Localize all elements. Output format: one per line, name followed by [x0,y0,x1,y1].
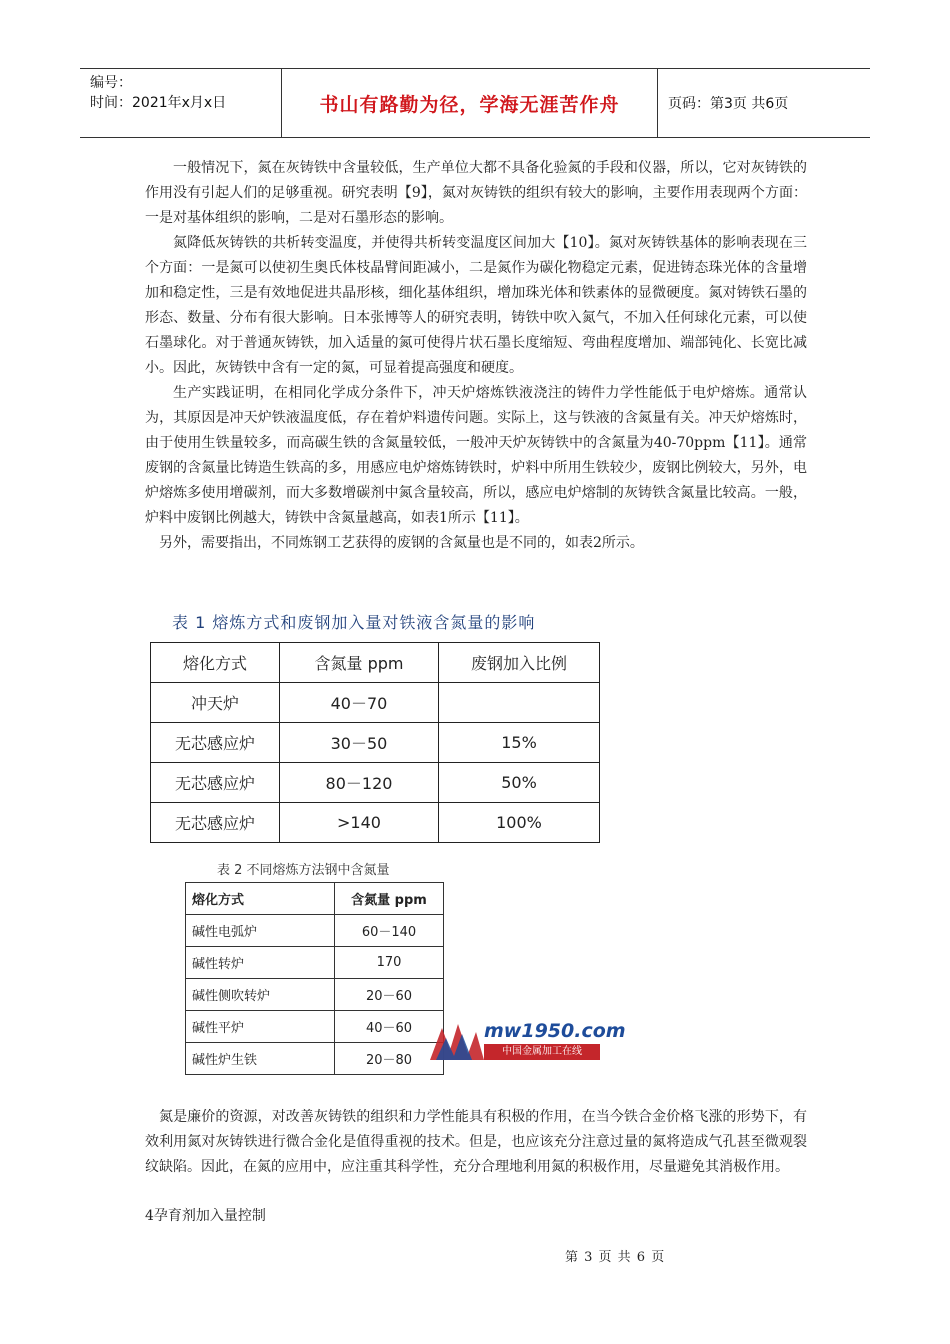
table1-cell: 无芯感应炉 [151,723,280,763]
table1-header-row [151,643,600,683]
table2-cell: 碱性电弧炉 [186,915,335,947]
table2-header-cell: 含氮量 ppm [335,883,444,915]
header-time: 时间：2021年x月x日 [90,95,227,111]
page-footer: 第 3 页 共 6 页 [565,1250,666,1265]
paragraph-2: 氮降低灰铸铁的共析转变温度，并使得共析转变温度区间加大【10】。氮对灰铸铁基体的影响表现在三个方面：一是氮可以使初生奥氏体枝晶臂间距减小，二是氮作为碳化物稳定元素，促进铸态珠光体的含量增加和稳定性，三是有效地促进共晶形核，细化基体组织，增加珠光体和铁素体的显微硬度。氮对铸铁石墨的形态、数量、分布有很大影响。日本张博等人的研究表明，铸铁中吹入氮气，不加入任何球化元素，可以使石墨球化。对于普通灰铸铁，加入适量的氮可使得片状石墨长度缩短、弯曲程度增加、端部钝化、长宽比减小。因此，灰铸铁中含有一定的氮，可显着提高强度和硬度。 [145,235,807,376]
table1-cell: 无芯感应炉 [151,803,280,843]
table2-cell: 碱性炉生铁 [186,1043,335,1075]
table-row [186,1043,444,1075]
table1-header-cell: 含氮量 ppm [280,643,439,683]
closing-paragraph: 氮是廉价的资源，对改善灰铸铁的组织和力学性能具有积极的作用，在当今铁合金价格飞涨的形势下，有效利用氮对灰铸铁进行微合金化是值得重视的技术。但是，也应该充分注意过量的氮将造成气孔甚至微观裂纹缺陷。因此，在氮的应用中，应注重其科学性，充分合理地利用氮的积极作用，尽量避免其消极作用。 [145,1109,807,1175]
header-page-number: 页码：第3页 共6页 [668,96,789,112]
watermark-site: mw1950.com [484,1020,626,1042]
header-number: 编号： [90,75,132,91]
table-row [186,979,444,1011]
table-row [151,723,600,763]
table2-header-cell: 熔化方式 [186,883,335,915]
section-heading: 4孕育剂加入量控制 [145,1208,266,1224]
table2-cell: 碱性转炉 [186,947,335,979]
watermark-subtitle: 中国金属加工在线 [484,1044,600,1060]
page-header [80,68,870,138]
table1-cell [439,683,600,723]
table2-cell: 170 [335,947,444,979]
table2-cell: 碱性平炉 [186,1011,335,1043]
table1 [150,642,600,843]
table2-caption: 表 2 不同熔炼方法钢中含氮量 [217,863,390,878]
table2-cell: 40－60 [335,1011,444,1043]
table1-cell: >140 [280,803,439,843]
paragraph-1: 一般情况下，氮在灰铸铁中含量较低，生产单位大都不具备化验氮的手段和仪器，所以，它对灰铸铁的作用没有引起人们的足够重视。研究表明【9】，氮对灰铸铁的组织有较大的影响，主要作用表现两个方面：一是对基体组织的影响，二是对石墨形态的影响。 [145,160,807,226]
table2-header-row [186,883,444,915]
table2-cell: 碱性侧吹转炉 [186,979,335,1011]
closing-text [145,1105,807,1180]
watermark-logo [428,1020,626,1066]
paragraph-3: 生产实践证明，在相同化学成分条件下，冲天炉熔炼铁液浇注的铸件力学性能低于电炉熔炼。通常认为，其原因是冲天炉铁液温度低，存在着炉料遗传问题。实际上，这与铁液的含氮量有关。冲天炉熔炼时，由于使用生铁量较多，而高碳生铁的含氮量较低，一般冲天炉灰铸铁中的含氮量为40-70ppm【11】。通常废钢的含氮量比铸造生铁高的多，用感应电炉熔炼铸铁时，炉料中所用生铁较少，废钢比例较大，另外，电炉熔炼多使用增碳剂，而大多数增碳剂中氮含量较高，所以，感应电炉熔制的灰铸铁含氮量比较高。一般，炉料中废钢比例越大，铸铁中含氮量越高，如表1所示【11】。 [145,385,807,526]
body-text [145,156,807,556]
logo-mark-icon [428,1020,486,1064]
table1-cell: 30－50 [280,723,439,763]
table1-header-cell: 废钢加入比例 [439,643,600,683]
table1-cell: 冲天炉 [151,683,280,723]
table1-caption: 表 1 熔炼方式和废钢加入量对铁液含氮量的影响 [172,613,536,632]
table1-cell: 50% [439,763,600,803]
header-meta [80,69,282,137]
table1-cell: 15% [439,723,600,763]
header-motto: 书山有路勤为径，学海无涯苦作舟 [282,69,658,137]
table-row [151,683,600,723]
paragraph-4: 另外，需要指出，不同炼钢工艺获得的废钢的含氮量也是不同的，如表2所示。 [159,535,644,551]
table-row [151,763,600,803]
table1-header-cell: 熔化方式 [151,643,280,683]
table-row [186,947,444,979]
table2-cell: 60－140 [335,915,444,947]
table2 [185,882,444,1075]
table-row [186,1011,444,1043]
table-row [186,915,444,947]
table1-cell: 100% [439,803,600,843]
table-row [151,803,600,843]
table2-cell: 20－60 [335,979,444,1011]
table1-cell: 无芯感应炉 [151,763,280,803]
table1-cell: 40－70 [280,683,439,723]
table1-cell: 80－120 [280,763,439,803]
table2-cell: 20－80 [335,1043,444,1075]
